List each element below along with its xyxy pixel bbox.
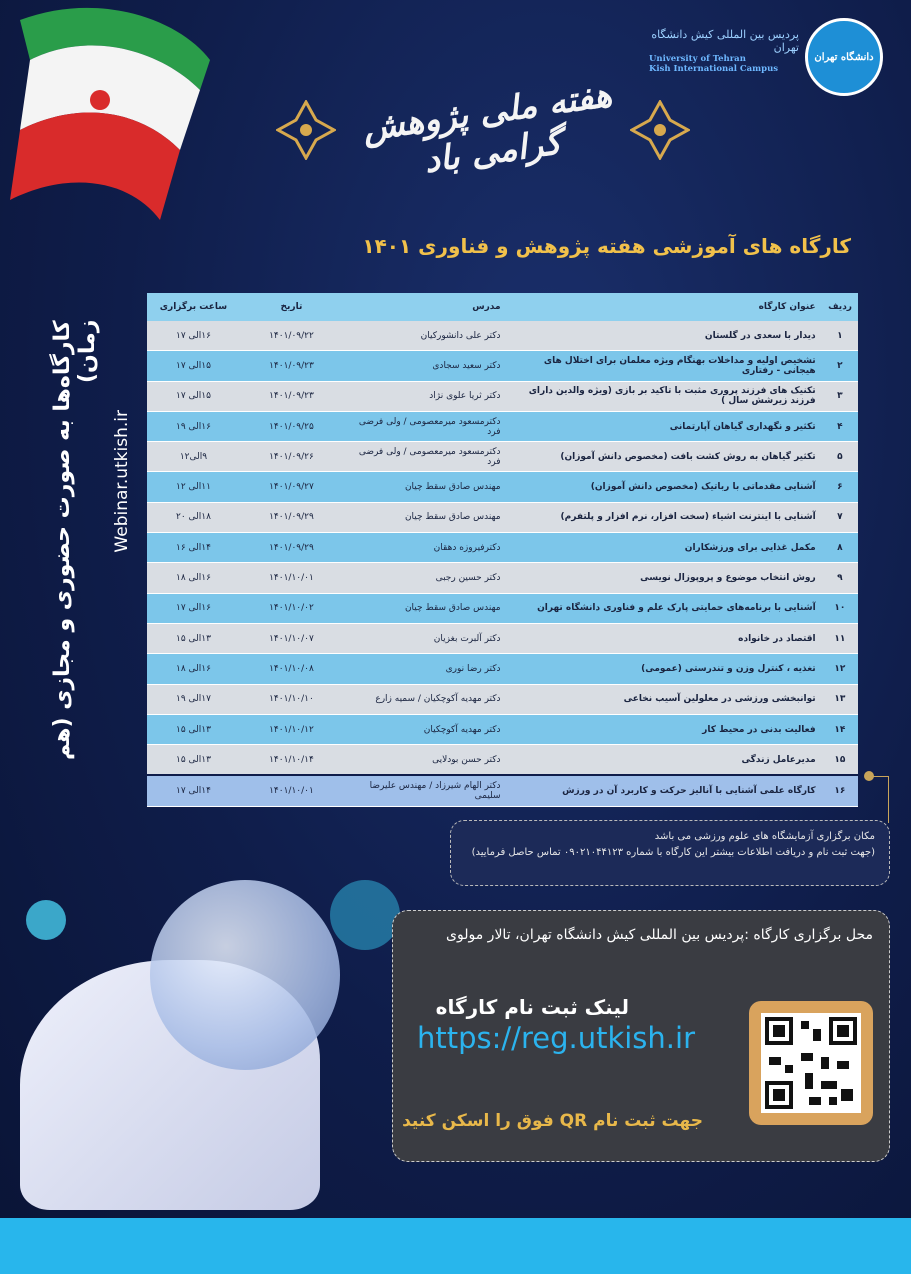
table-row: [147, 442, 858, 472]
cell-date: ۱۴۰۱/۱۰/۰۱: [240, 775, 343, 806]
table-row: [147, 654, 858, 684]
logo-en-line1: University of Tehran: [649, 54, 746, 64]
cell-num: ۸: [822, 533, 858, 563]
cell-num: ۲: [822, 351, 858, 381]
cell-teach: دکتر الهام شیرزاد / مهندس علیرضا سلیمی: [343, 775, 507, 806]
cell-teach: دکتر مهدیه آکوچکیان / سمیه زارع: [343, 684, 507, 714]
cell-title: تکنیک های فرزند پروری مثبت با تاکید بر بازی (ویژه والدین دارای فرزند زیرشش سال ): [507, 381, 822, 411]
table-row: [147, 714, 858, 744]
cell-teach: دکتر حسن بودلایی: [343, 745, 507, 776]
table-row: [147, 563, 858, 593]
cell-hour: ۱۳الی ۱۵: [147, 745, 240, 776]
cell-num: ۳: [822, 381, 858, 411]
cell-num: ۱۵: [822, 745, 858, 776]
cell-title: تکثیر گیاهان به روش کشت بافت (مخصوص دانش آموزان): [507, 442, 822, 472]
scan-instruction: جهت ثبت نام QR فوق را اسکن کنید: [402, 1111, 703, 1131]
cell-title: تشخیص اولیه و مداخلات بهنگام ویژه معلمان برای اختلال های هیجانی - رفتاری: [507, 351, 822, 381]
table-row: [147, 684, 858, 714]
workshop-schedule-table: [147, 293, 858, 807]
cell-hour: ۹الی۱۲: [147, 442, 240, 472]
attendance-mode: کارگاه‌ها به صورت حضوری و مجازی (هم زمان): [50, 320, 100, 760]
cell-hour: ۱۶الی ۱۷: [147, 593, 240, 623]
petri-dish-image: [150, 880, 340, 1070]
cell-title: تغذیه ، کنترل وزن و تندرستی (عمومی): [507, 654, 822, 684]
cell-date: ۱۴۰۱/۰۹/۲۵: [240, 411, 343, 441]
cell-date: ۱۴۰۱/۰۹/۲۶: [240, 442, 343, 472]
table-row: [147, 593, 858, 623]
bubble-decoration: [330, 880, 400, 950]
cell-teach: دکتر سعید سجادی: [343, 351, 507, 381]
cell-hour: ۱۵الی ۱۷: [147, 351, 240, 381]
cell-title: اقتصاد در خانواده: [507, 623, 822, 653]
cell-num: ۱۶: [822, 775, 858, 806]
cell-title: کارگاه علمی آشنایی با آنالیز حرکت و کاربرد آن در ورزش: [507, 775, 822, 806]
logo-en-line2: Kish International Campus: [649, 64, 779, 74]
webinar-link[interactable]: Webinar.utkish.ir: [112, 410, 132, 553]
ornament-left-icon: [276, 100, 336, 160]
table-row: [147, 502, 858, 532]
side-vertical-text: [40, 320, 160, 770]
note-line1: مکان برگزاری آزمایشگاه های علوم ورزشی می باشد: [654, 831, 875, 842]
header-hour: ساعت برگزاری: [147, 293, 240, 321]
cell-teach: دکتر حسین رجبی: [343, 563, 507, 593]
cell-date: ۱۴۰۱/۰۹/۲۳: [240, 381, 343, 411]
qr-code-icon: [761, 1013, 861, 1113]
cell-num: ۱: [822, 321, 858, 351]
registration-title: لینک ثبت نام کارگاه: [435, 995, 629, 1019]
cell-hour: ۱۳الی ۱۵: [147, 623, 240, 653]
cell-num: ۷: [822, 502, 858, 532]
cell-num: ۴: [822, 411, 858, 441]
cell-num: ۱۱: [822, 623, 858, 653]
cell-teach: دکترفیروزه دهقان: [343, 533, 507, 563]
cell-title: آشنایی با اینترنت اشیاء (سخت افزار، نرم افزار و پلتفرم): [507, 502, 822, 532]
cell-hour: ۱۸الی ۲۰: [147, 502, 240, 532]
cell-date: ۱۴۰۱/۱۰/۱۴: [240, 745, 343, 776]
cell-hour: ۱۶الی ۱۷: [147, 321, 240, 351]
cell-date: ۱۴۰۱/۱۰/۰۸: [240, 654, 343, 684]
header-date: تاریخ: [240, 293, 343, 321]
cell-hour: ۱۵الی ۱۷: [147, 381, 240, 411]
cell-hour: ۱۴الی ۱۶: [147, 533, 240, 563]
cell-teach: دکترمسعود میرمعصومی / ولی فرضی فرد: [343, 442, 507, 472]
cell-date: ۱۴۰۱/۱۰/۰۲: [240, 593, 343, 623]
cell-hour: ۱۶الی ۱۸: [147, 563, 240, 593]
cell-hour: ۱۶الی ۱۸: [147, 654, 240, 684]
cell-date: ۱۴۰۱/۰۹/۲۲: [240, 321, 343, 351]
logo-seal-icon: دانشگاه تهران: [805, 18, 883, 96]
cell-date: ۱۴۰۱/۰۹/۲۷: [240, 472, 343, 502]
header-teacher: مدرس: [343, 293, 507, 321]
cell-teach: دکتر مهدیه آکوچکیان: [343, 714, 507, 744]
venue-text: محل برگزاری کارگاه :پردیس بین المللی کیش دانشگاه تهران، تالار مولوی: [446, 927, 873, 943]
registration-box: [392, 910, 890, 1162]
table-row: [147, 411, 858, 441]
cell-date: ۱۴۰۱/۱۰/۱۲: [240, 714, 343, 744]
hero-title: هفته ملی پژوهش گرامی باد: [360, 74, 615, 182]
cell-title: مکمل غذایی برای ورزشکاران: [507, 533, 822, 563]
cell-num: ۱۴: [822, 714, 858, 744]
cell-hour: ۱۳الی ۱۵: [147, 714, 240, 744]
cell-hour: ۱۴الی ۱۷: [147, 775, 240, 806]
cell-hour: ۱۷الی ۱۹: [147, 684, 240, 714]
table-header-row: [147, 293, 858, 321]
cell-teach: دکتر رضا نوری: [343, 654, 507, 684]
table-row: [147, 351, 858, 381]
cell-date: ۱۴۰۱/۰۹/۲۹: [240, 533, 343, 563]
table-row: [147, 623, 858, 653]
cell-hour: ۱۶الی ۱۹: [147, 411, 240, 441]
cell-teach: مهندس صادق سقط چیان: [343, 472, 507, 502]
cell-num: ۶: [822, 472, 858, 502]
cell-hour: ۱۱الی ۱۲: [147, 472, 240, 502]
iran-flag-ribbon: [0, 0, 240, 260]
table-row: [147, 533, 858, 563]
cell-title: تکثیر و نگهداری گیاهان آپارتمانی: [507, 411, 822, 441]
table-row: [147, 321, 858, 351]
cell-title: دیدار با سعدی در گلستان: [507, 321, 822, 351]
cell-teach: دکتر علی دانشورکیان: [343, 321, 507, 351]
cell-title: توانبخشی ورزشی در معلولین آسیب نخاعی: [507, 684, 822, 714]
cell-date: ۱۴۰۱/۱۰/۰۱: [240, 563, 343, 593]
cell-num: ۱۳: [822, 684, 858, 714]
cell-title: فعالیت بدنی در محیط کار: [507, 714, 822, 744]
cell-num: ۵: [822, 442, 858, 472]
header-num: ردیف: [822, 293, 858, 321]
header-title: عنوان کارگاه: [507, 293, 822, 321]
connector-line: [870, 776, 889, 823]
cell-teach: مهندس صادق سقط چیان: [343, 593, 507, 623]
logo-text: [649, 28, 799, 74]
bottom-band: [0, 1218, 911, 1274]
cell-num: ۹: [822, 563, 858, 593]
cell-teach: مهندس صادق سقط چیان: [343, 502, 507, 532]
table-row: [147, 745, 858, 776]
bubble-decoration: [26, 900, 66, 940]
main-heading: کارگاه های آموزشی هفته پژوهش و فناوری ۱۴۰۱: [362, 234, 851, 258]
cell-num: ۱۰: [822, 593, 858, 623]
table-row-special: [147, 775, 858, 806]
cell-title: آشنایی مقدماتی با رباتیک (مخصوص دانش آموزان): [507, 472, 822, 502]
cell-date: ۱۴۰۱/۱۰/۱۰: [240, 684, 343, 714]
table-row: [147, 381, 858, 411]
cell-date: ۱۴۰۱/۰۹/۲۳: [240, 351, 343, 381]
cell-date: ۱۴۰۱/۱۰/۰۷: [240, 623, 343, 653]
registration-link[interactable]: https://reg.utkish.ir: [417, 1021, 695, 1055]
cell-title: مدیرعامل زندگی: [507, 745, 822, 776]
cell-date: ۱۴۰۱/۰۹/۲۹: [240, 502, 343, 532]
university-logo: [643, 18, 883, 98]
note-line2: (جهت ثبت نام و دریافت اطلاعات بیشتر این کارگاه با شماره ۰۹۰۲۱۰۴۴۱۲۳ تماس حاصل فرمایید): [471, 847, 875, 858]
cell-teach: دکترمسعود میرمعصومی / ولی فرضی فرد: [343, 411, 507, 441]
lab-location-note: [450, 820, 890, 886]
logo-fa-name: پردیس بین المللی کیش دانشگاه تهران: [651, 28, 799, 54]
cell-num: ۱۲: [822, 654, 858, 684]
cell-title: آشنایی با برنامه‌های حمایتی پارک علم و فناوری دانشگاه تهران: [507, 593, 822, 623]
qr-code[interactable]: [749, 1001, 873, 1125]
table-row: [147, 472, 858, 502]
cell-teach: دکتر ثریا علوی نژاد: [343, 381, 507, 411]
cell-teach: دکتر آلبرت بغزیان: [343, 623, 507, 653]
cell-title: روش انتخاب موضوع و پروپوزال نویسی: [507, 563, 822, 593]
